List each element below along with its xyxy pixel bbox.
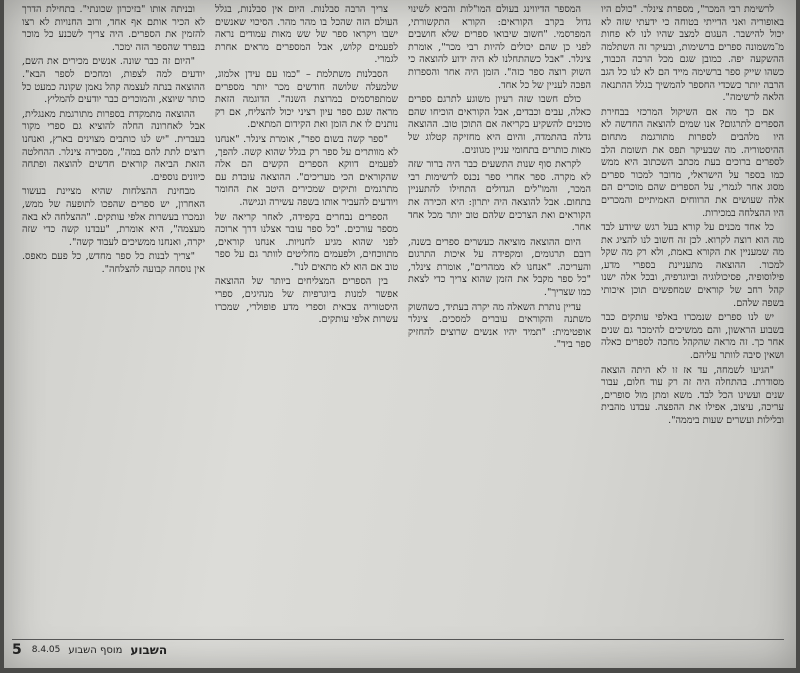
paragraph: המספר הדיווינג בעולם המו"לות והביא לשינוי גדול בקרב הקוראים: הקורא התקשורתי, המפרסמי. "חשוב שיבואו ספרים שלא חושבים לפני כן שהם יכולים להיות רבי מכר", אומרת צינלר. "אבל כשהתחלנו לא היה ידוע להוצאה כי השוק רוצה ספר כזה". הזמן היה אחר והספרות הפכה לעניין של כל אחד.	[408, 4, 591, 91]
paragraph: מבחינת ההצלחות שהיא מציינת בעשור האחרון, יש ספרים שהפכו לתופעה של ממש, ונמכרו בעשרות אלפי עותקים. "ההצלחה לא באה מעצמה", היא אומרת, "עבדנו קשה כדי שזה יקרה, ואנחנו ממשיכים לעבוד קשה".	[22, 186, 205, 248]
paragraph: בין הספרים המצליחים ביותר של ההוצאה אפשר למנות ביוגרפיות של מנהיגים, ספרי היסטוריה צבאית וספרי מדע פופולרי, שמכרו עשרות אלפי עותקים.	[215, 276, 398, 326]
paragraph: יש לנו ספרים שנמכרו באלפי עותקים כבר בשבוע הראשון, והם ממשיכים להימכר גם שנים אחר כך. זה מראה שהקהל מחכה לספרים כאלה ושאין סיבה לוותר עליהם.	[601, 312, 784, 362]
paragraph: היום ההוצאה מוציאה כעשרים ספרים בשנה, רובם תרגומים, ומקפידה על איכות התרגום והעריכה. "אנחנו לא ממהרים", אומרת צינלר, "כל ספר מקבל את הזמן שהוא צריך כדי לצאת כמו שצריך".	[408, 236, 591, 299]
paragraph: "צריך לבנות כל ספר מחדש, כל פעם מאפס. אין נוסחה קבועה להצלחה".	[22, 251, 205, 275]
section-name: מוסף השבוע	[68, 644, 123, 656]
paragraph: כולם חשבו שזה רעיון משוגע לתרגם ספרים כאלה, עבים וכבדים, אבל הקוראים הוכיחו שהם מוכנים להשקיע בקריאה אם התוכן טוב. ההוצאה גדלה בהתמדה, והיום היא מחזיקה קטלוג של מאות כותרים בתחומי עניין מגוונים.	[408, 94, 591, 156]
masthead: השבוע	[130, 643, 168, 657]
article-column-2	[408, 4, 591, 634]
paragraph: "היום זה כבר שונה. אנשים מכירים את השם, יודעים למה לצפות, ומחכים לספר הבא". ההוצאה בנתה לעצמה קהל נאמן שקונה כמעט כל כותר שיוצא, והמוכרים כבר יודעים להמליץ.	[22, 56, 205, 106]
paragraph: צריך הרבה סבלנות. היום אין סבלנות, בגלל העולם הזה שהכל בו מהר מהר. הסיכוי שאנשים ישבו ויקראו ספר של שש מאות עמודים נראה לפעמים קלוש, אבל המספרים מראים אחרת לגמרי.	[215, 4, 398, 66]
paragraph: ההוצאה מתמקדת בספרות מתורגמת מאנגלית, אבל לאחרונה החלה להוציא גם ספרי מקור בעברית. "יש לנו כותבים מצוינים בארץ, ואנחנו רוצים לתת להם במה", מסבירה צינלר. ההחלטה הזאת הביאה קוראים חדשים להוצאה ופתחה כיוונים נוספים.	[22, 108, 205, 183]
page-number: 5	[12, 642, 22, 658]
article-column-3	[215, 4, 398, 634]
page-footer	[12, 639, 784, 660]
issue-date: 8.4.05	[31, 645, 61, 655]
article-column-4	[22, 4, 205, 634]
paragraph: "הגיעו לשמחה, עד אז זו לא היתה הוצאה מסודרת. בהתחלה היה זה רק עוד חלום, עבור שנים ועשינו הכל לבד. משא ומתן מול סופרים, עריכה, עיצוב, אפילו את ההפצה. עבדנו מהבית ובלילות ועשרים שעות ביממה".	[601, 364, 784, 426]
paragraph: כל אחד מכנים על קורא בעל רגש שיודע לבד מה הוא רוצה לקרוא. לכן זה חשוב לנו להציג את מה שמעניין את הקורא באמת, ולא רק מה שקל למכור. ההוצאה מתעניינת בספרי מדע, פילוסופיה, פסיכולוגיה וביוגרפיה, ובכל אלה ישנו קהל רחב של קוראים שמחפשים תוכן איכותי בשפה שלהם.	[601, 222, 784, 309]
paragraph: הספרים נבחרים בקפידה, לאחר קריאה של מספר עורכים. "כל ספר עובר אצלנו דרך ארוכה לפני שהוא מגיע לחנויות. אנחנו קוראים, מתווכחים, ולפעמים מחליטים לוותר גם על ספר טוב אם הוא לא מתאים לנו".	[215, 211, 398, 273]
paragraph: עדיין נותרת השאלה מה יקרה בעתיד, כשהשוק משתנה והקוראים עוברים למסכים. צינלר אופטימית: "תמיד יהיו אנשים שרוצים להחזיק ספר ביד".	[408, 301, 591, 351]
paragraph: "ספר קשה בשום ספר", אומרת צינלר. "אנחנו לא מוותרים על ספר רק בגלל שהוא קשה. להפך, לפעמים דווקא הספרים הקשים הם אלה שהקוראים הכי מעריכים". ההוצאה עובדת עם מתרגמים ותיקים שמכירים היטב את החומר ויודעים להעביר אותו בשפה עשירה ונגישה.	[215, 133, 398, 208]
article-column-1	[601, 4, 784, 634]
newspaper-page	[4, 0, 796, 668]
paragraph: הסבלנות משתלמת – "כמו עם עידן אלמוג, שלמעלה שלושה חודשים מכר יותר מספרים שמתפרסמים במרוצת השנה". הדוגמה הזאת מראה שגם ספר עיון רציני יכול להצליח, אם רק נותנים לו את הזמן ואת הקידום המתאים.	[215, 68, 398, 131]
paragraph: אם כך מה אם השיקול המרכזי בבחירת הספרים לתרגום? אנו שמים להוצאה החדשה לא היו מלהבים לספרות מתורגמת מתחום ההיסטוריה. מה שבעיקר תפס את תשומת הלב לספרים ברוכים בעת מכתב השכתוב היא ממש כמו בספר על הישראלי, מדובר למכור ספרים מסוג אחר לגמרי, על הספרים שהם מוכרים הם אלה שעושים את הרווחים האמיתיים והמכרים היו ההצלחה במכירות.	[601, 106, 784, 219]
paragraph: לקראת סוף שנות התשעים כבר היה ברור שזה לא מקרה. ספר אחרי ספר נכנס לרשימות רבי המכר, והמו"לים הגדולים התחילו להתעניין בתחום. אבל להוצאה היה יתרון: היא הכירה את הקוראים ואת הצרכים שלהם טוב יותר מכל אחד אחר.	[408, 159, 591, 234]
article-columns	[22, 4, 784, 634]
paragraph: לרשימת רבי המכר", מספרת צינלר. "כולם היו באופוריה ואני הדייתי בטוחה כי ידעתי שזה לא יכול להישבר. העגום למצב שהיו לנו לא פחות מ־משמונה ספרים ברשימות, ובעיקר זה השתלמה ההשקעה יפה. כמובן שגם מכל הרבה הכבוד, כשהו שייק ספר ברשימה מייד הם לא לנו כל הגב הרבה יותר כשכדי החספר להמשיך בגלל ההתנאה הלאה לרשימה".	[601, 4, 784, 104]
paragraph: ובניתה אותו "בזיכרון שכונתי". בתחילת הדרך לא הכיר אותם אף אחד, ורוב החנויות לא רצו להזמין את הספרים. היה צריך לשכנע כל מוכר בנפרד שהספר הזה ימכר.	[22, 4, 205, 53]
